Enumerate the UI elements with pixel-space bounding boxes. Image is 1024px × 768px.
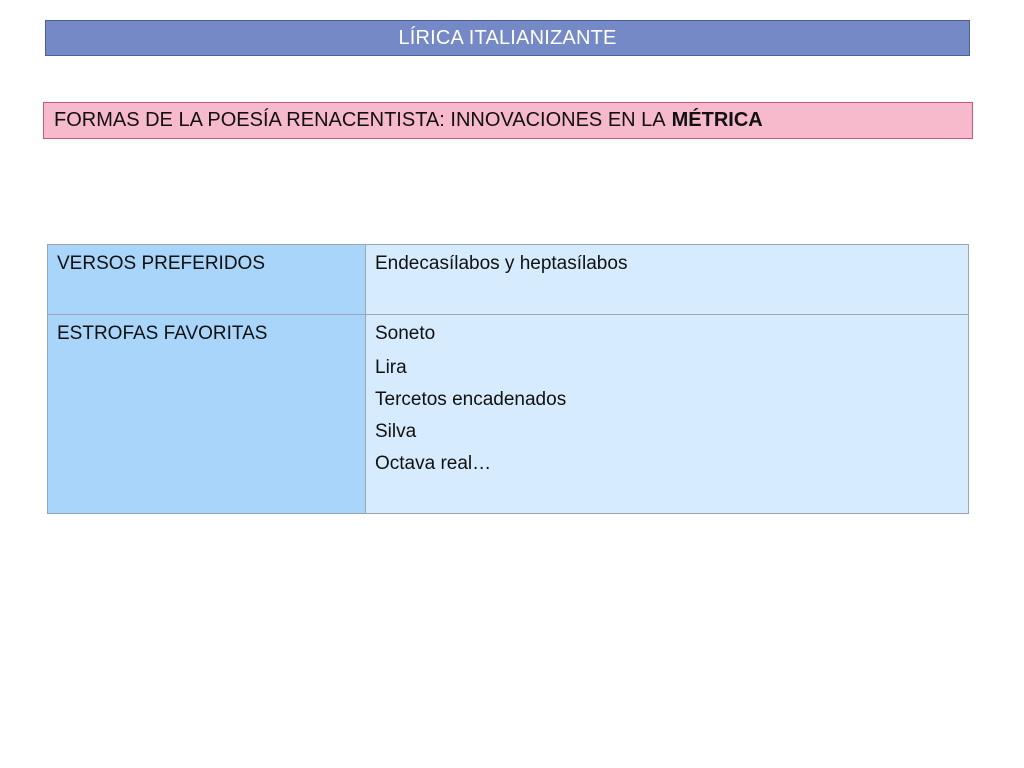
metrics-table bbox=[47, 244, 969, 514]
list-item: Octava real… bbox=[375, 453, 492, 474]
row-value-versos bbox=[366, 245, 969, 315]
stanza-list bbox=[375, 323, 959, 480]
subtitle-text: FORMAS DE LA POESÍA RENACENTISTA: INNOVACIONES EN LA bbox=[54, 109, 666, 131]
subtitle-emphasis: MÉTRICA bbox=[671, 109, 763, 131]
list-item: Soneto bbox=[375, 323, 436, 344]
title-banner bbox=[45, 20, 970, 56]
verse-types-text: Endecasílabos y heptasílabos bbox=[375, 253, 628, 274]
row-value-estrofas bbox=[366, 315, 969, 514]
row-label-estrofas: ESTROFAS FAVORITAS bbox=[48, 315, 366, 514]
list-item: Tercetos encadenados bbox=[375, 389, 567, 410]
row-label-versos: VERSOS PREFERIDOS bbox=[48, 245, 366, 315]
subtitle-banner bbox=[43, 102, 973, 139]
table-row bbox=[48, 315, 969, 514]
list-item: Lira bbox=[375, 357, 407, 378]
table-row bbox=[48, 245, 969, 315]
slide-title: LÍRICA ITALIANIZANTE bbox=[398, 26, 617, 49]
list-item: Silva bbox=[375, 421, 417, 442]
